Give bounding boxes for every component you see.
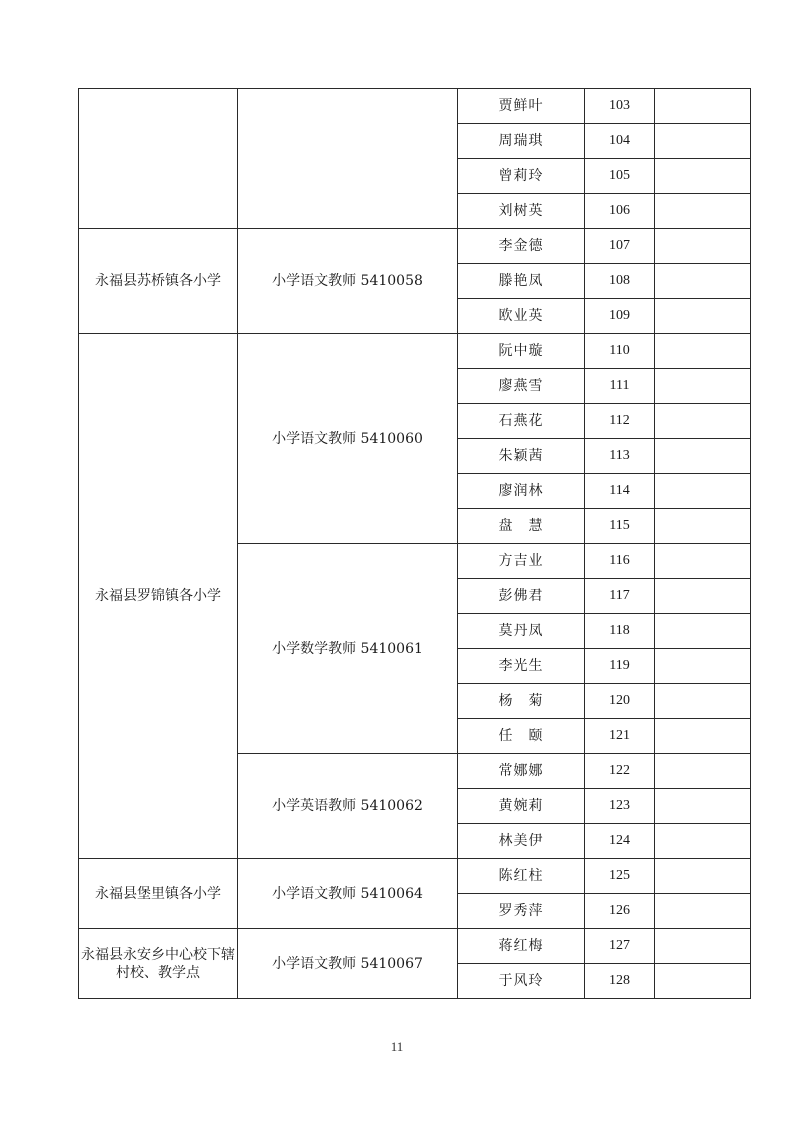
serial-number-cell: 115 bbox=[585, 509, 655, 544]
candidate-name-cell: 彭佛君 bbox=[458, 579, 585, 614]
candidate-name-cell: 廖燕雪 bbox=[458, 369, 585, 404]
candidate-name-cell: 欧业英 bbox=[458, 299, 585, 334]
candidate-name-cell: 李金德 bbox=[458, 229, 585, 264]
remark-cell bbox=[655, 964, 751, 999]
serial-number-cell: 113 bbox=[585, 439, 655, 474]
table-row bbox=[79, 929, 751, 964]
remark-cell bbox=[655, 404, 751, 439]
remark-cell bbox=[655, 824, 751, 859]
serial-number-cell: 122 bbox=[585, 754, 655, 789]
serial-number-cell: 103 bbox=[585, 89, 655, 124]
serial-number-cell: 117 bbox=[585, 579, 655, 614]
candidate-name-cell: 常娜娜 bbox=[458, 754, 585, 789]
position-cell: 小学语文教师 5410064 bbox=[238, 859, 458, 929]
candidate-name-cell: 贾鲜叶 bbox=[458, 89, 585, 124]
remark-cell bbox=[655, 229, 751, 264]
serial-number-cell: 105 bbox=[585, 159, 655, 194]
table-row bbox=[79, 229, 751, 264]
table-row bbox=[79, 89, 751, 124]
remark-cell bbox=[655, 474, 751, 509]
remark-cell bbox=[655, 894, 751, 929]
remark-cell bbox=[655, 124, 751, 159]
serial-number-cell: 104 bbox=[585, 124, 655, 159]
page-number: 11 bbox=[390, 1039, 404, 1054]
serial-number-cell: 128 bbox=[585, 964, 655, 999]
remark-cell bbox=[655, 614, 751, 649]
position-cell: 小学语文教师 5410058 bbox=[238, 229, 458, 334]
remark-cell bbox=[655, 159, 751, 194]
position-cell: 小学语文教师 5410060 bbox=[238, 334, 458, 544]
remark-cell bbox=[655, 544, 751, 579]
employer-unit-cell: 永福县罗锦镇各小学 bbox=[79, 334, 238, 859]
remark-cell bbox=[655, 194, 751, 229]
roster-body bbox=[79, 89, 751, 999]
serial-number-cell: 112 bbox=[585, 404, 655, 439]
position-cell bbox=[238, 89, 458, 229]
serial-number-cell: 106 bbox=[585, 194, 655, 229]
remark-cell bbox=[655, 439, 751, 474]
remark-cell bbox=[655, 719, 751, 754]
remark-cell bbox=[655, 859, 751, 894]
serial-number-cell: 120 bbox=[585, 684, 655, 719]
serial-number-cell: 109 bbox=[585, 299, 655, 334]
position-cell: 小学英语教师 5410062 bbox=[238, 754, 458, 859]
serial-number-cell: 121 bbox=[585, 719, 655, 754]
remark-cell bbox=[655, 299, 751, 334]
candidate-name-cell: 李光生 bbox=[458, 649, 585, 684]
remark-cell bbox=[655, 929, 751, 964]
table-row bbox=[79, 334, 751, 369]
candidate-name-cell: 于风玲 bbox=[458, 964, 585, 999]
remark-cell bbox=[655, 754, 751, 789]
candidate-name-cell: 盘 慧 bbox=[458, 509, 585, 544]
remark-cell bbox=[655, 264, 751, 299]
serial-number-cell: 119 bbox=[585, 649, 655, 684]
candidate-name-cell: 滕艳凤 bbox=[458, 264, 585, 299]
serial-number-cell: 125 bbox=[585, 859, 655, 894]
serial-number-cell: 127 bbox=[585, 929, 655, 964]
remark-cell bbox=[655, 649, 751, 684]
candidate-name-cell: 周瑞琪 bbox=[458, 124, 585, 159]
candidate-name-cell: 林美伊 bbox=[458, 824, 585, 859]
remark-cell bbox=[655, 334, 751, 369]
remark-cell bbox=[655, 684, 751, 719]
remark-cell bbox=[655, 509, 751, 544]
serial-number-cell: 118 bbox=[585, 614, 655, 649]
candidate-name-cell: 朱颖茜 bbox=[458, 439, 585, 474]
candidate-name-cell: 莫丹凤 bbox=[458, 614, 585, 649]
serial-number-cell: 107 bbox=[585, 229, 655, 264]
candidate-name-cell: 任 颐 bbox=[458, 719, 585, 754]
serial-number-cell: 126 bbox=[585, 894, 655, 929]
candidate-name-cell: 廖润林 bbox=[458, 474, 585, 509]
candidate-name-cell: 陈红柱 bbox=[458, 859, 585, 894]
employer-unit-cell: 永福县堡里镇各小学 bbox=[79, 859, 238, 929]
serial-number-cell: 111 bbox=[585, 369, 655, 404]
serial-number-cell: 116 bbox=[585, 544, 655, 579]
remark-cell bbox=[655, 579, 751, 614]
employer-unit-cell: 永福县永安乡中心校下辖村校、教学点 bbox=[79, 929, 238, 999]
employer-unit-cell: 永福县苏桥镇各小学 bbox=[79, 229, 238, 334]
candidate-roster-table bbox=[78, 88, 751, 999]
position-cell: 小学数学教师 5410061 bbox=[238, 544, 458, 754]
candidate-name-cell: 杨 菊 bbox=[458, 684, 585, 719]
candidate-name-cell: 石燕花 bbox=[458, 404, 585, 439]
serial-number-cell: 123 bbox=[585, 789, 655, 824]
candidate-name-cell: 刘树英 bbox=[458, 194, 585, 229]
remark-cell bbox=[655, 89, 751, 124]
remark-cell bbox=[655, 369, 751, 404]
remark-cell bbox=[655, 789, 751, 824]
candidate-name-cell: 曾莉玲 bbox=[458, 159, 585, 194]
candidate-name-cell: 黄婉莉 bbox=[458, 789, 585, 824]
serial-number-cell: 114 bbox=[585, 474, 655, 509]
position-cell: 小学语文教师 5410067 bbox=[238, 929, 458, 999]
serial-number-cell: 124 bbox=[585, 824, 655, 859]
table-row bbox=[79, 859, 751, 894]
candidate-name-cell: 罗秀萍 bbox=[458, 894, 585, 929]
serial-number-cell: 110 bbox=[585, 334, 655, 369]
candidate-name-cell: 蒋红梅 bbox=[458, 929, 585, 964]
candidate-name-cell: 方吉业 bbox=[458, 544, 585, 579]
serial-number-cell: 108 bbox=[585, 264, 655, 299]
candidate-name-cell: 阮中璇 bbox=[458, 334, 585, 369]
employer-unit-cell bbox=[79, 89, 238, 229]
